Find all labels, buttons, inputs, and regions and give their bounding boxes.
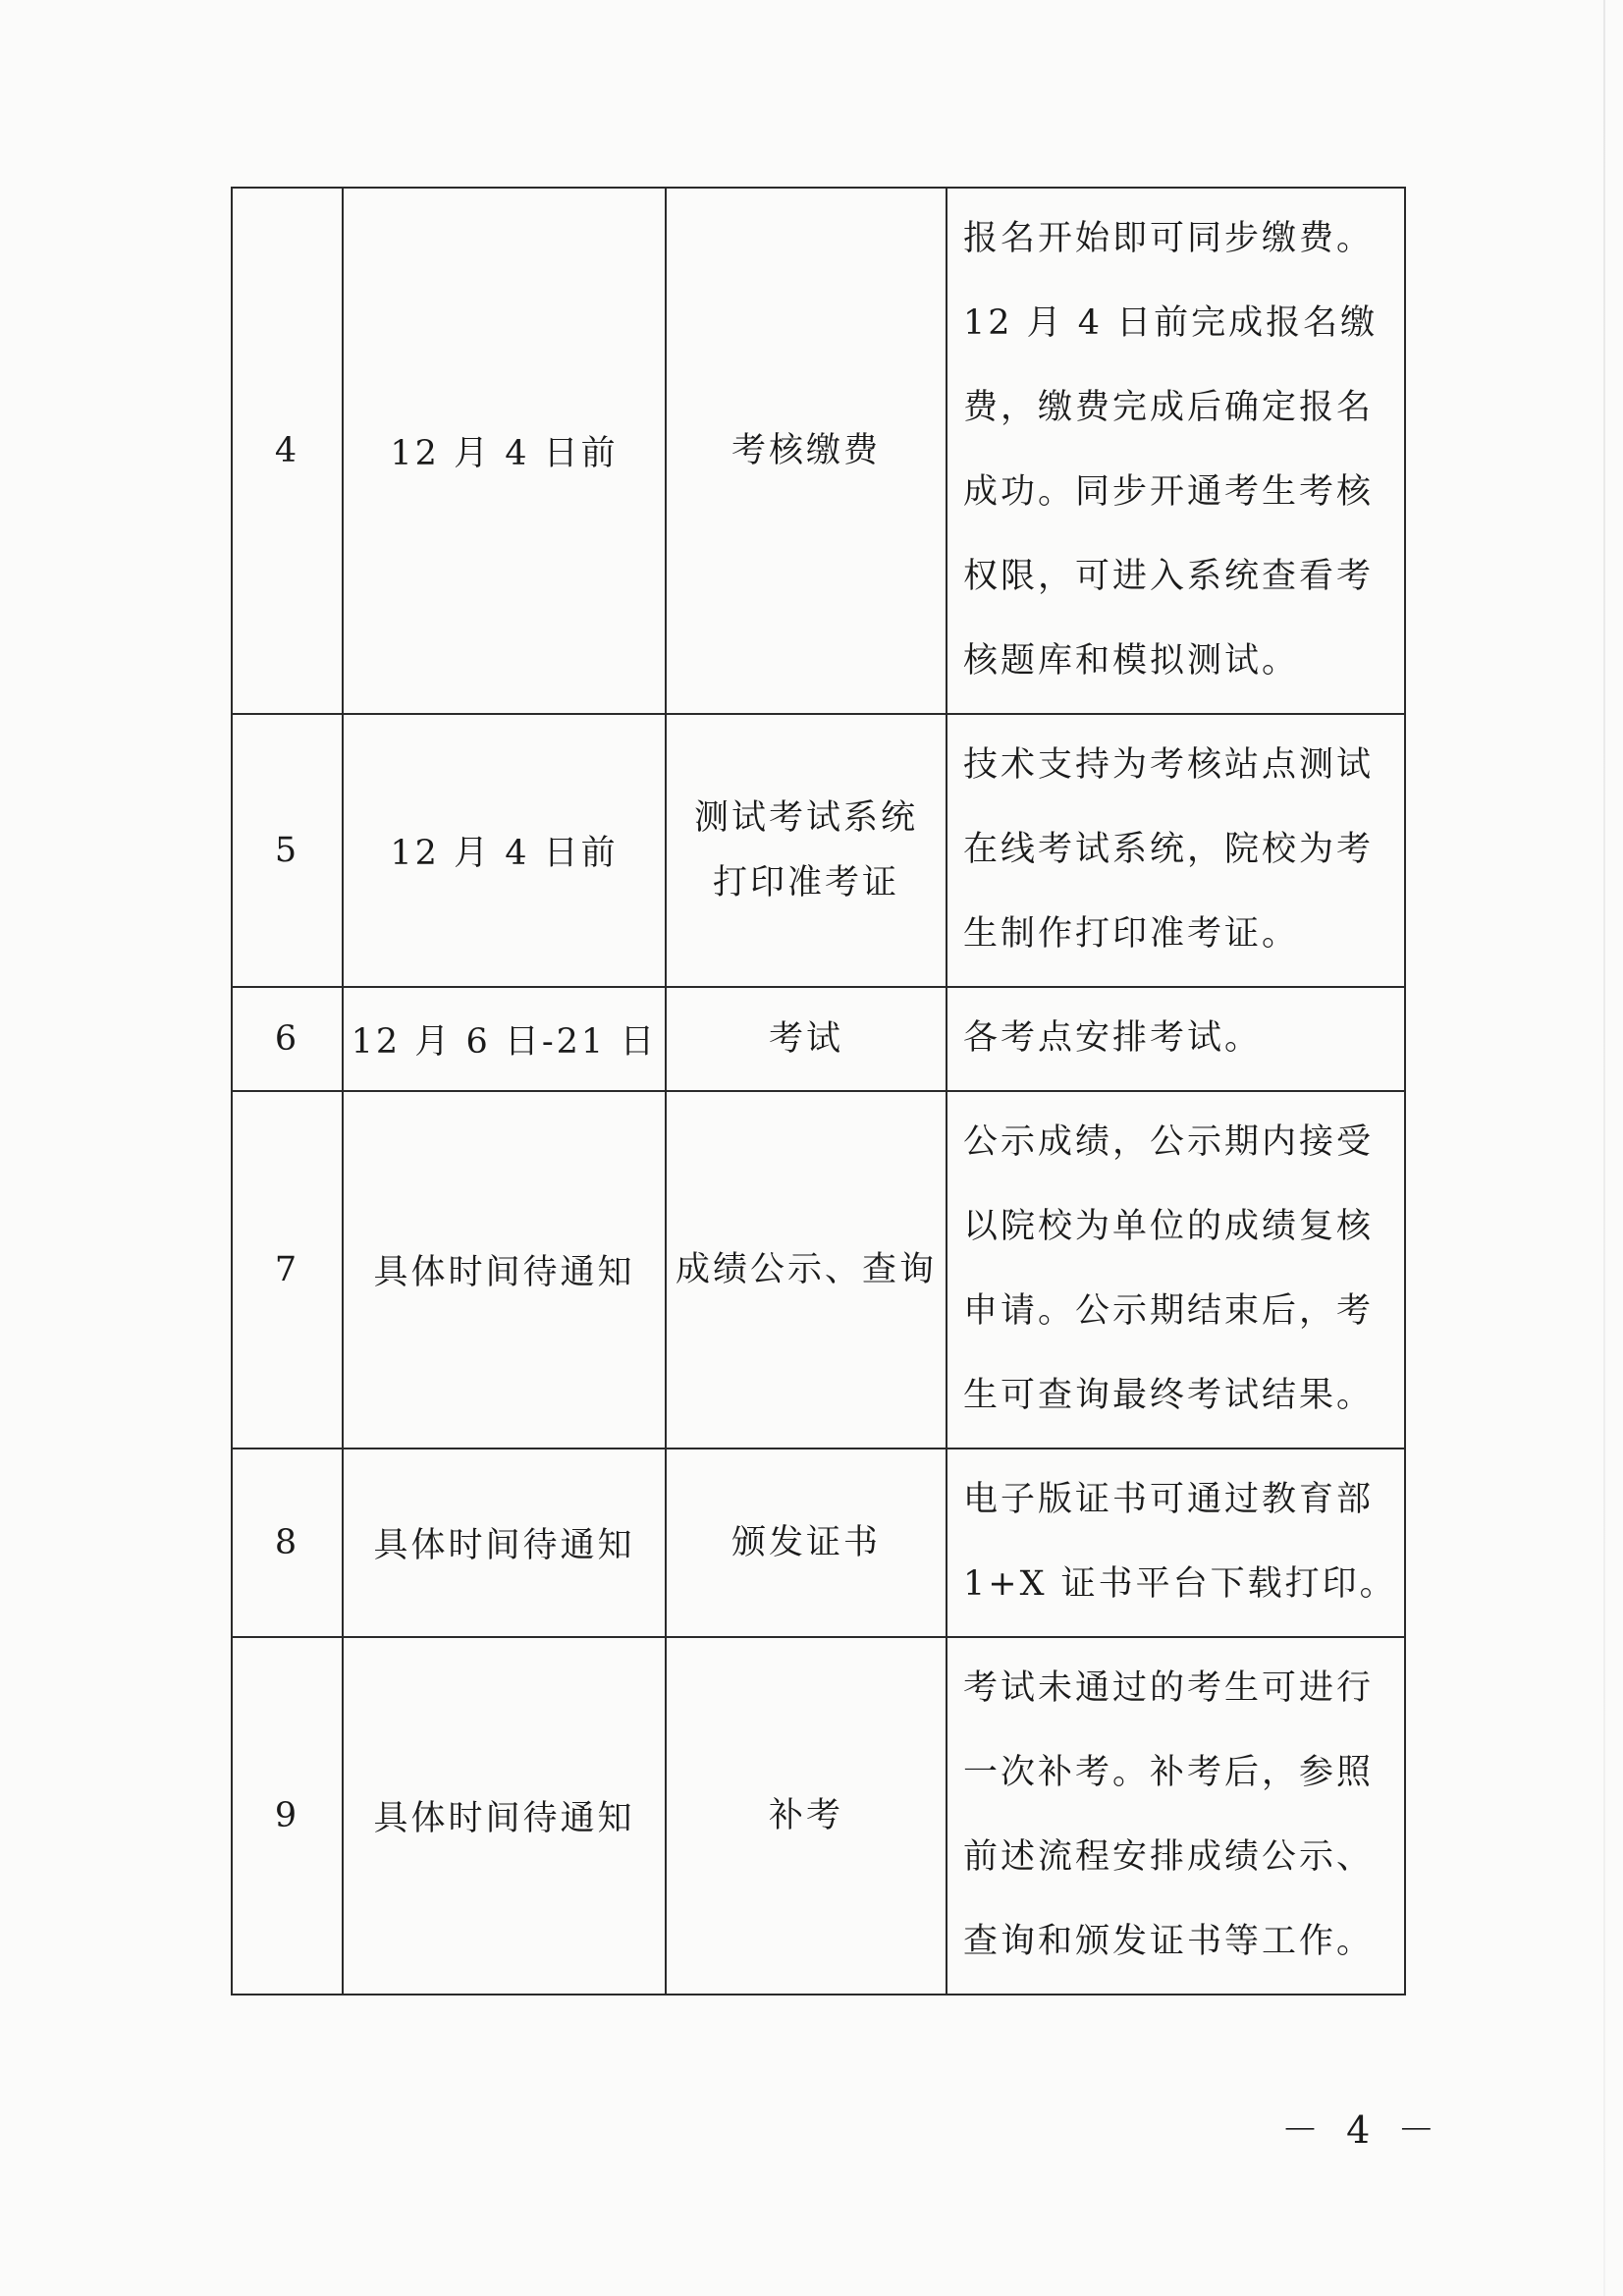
description-cell [947, 1637, 1405, 1995]
row-number-cell: 4 [232, 188, 343, 714]
table-row [232, 714, 1405, 987]
description-cell [947, 714, 1405, 987]
stage-line: 补考 [768, 1796, 843, 1835]
time-cell: 具体时间待通知 [343, 1637, 666, 1995]
description-line: 申请。公示期结束后，考 [963, 1291, 1375, 1331]
time-cell: 12 月 4 日前 [343, 188, 666, 714]
stage-cell [666, 1449, 947, 1637]
page-edge [1603, 0, 1605, 2296]
description-cell [947, 987, 1405, 1091]
time-cell: 具体时间待通知 [343, 1091, 666, 1449]
description-line: 电子版证书可通过教育部 [963, 1480, 1375, 1519]
description-line: 12 月 4 日前完成报名缴 [963, 303, 1379, 343]
table-row [232, 987, 1405, 1091]
row-number-cell: 5 [232, 714, 343, 987]
description-line: 考试未通过的考生可进行 [963, 1668, 1375, 1708]
page-number: － 4 － [1281, 2108, 1443, 2152]
description-line: 在线考试系统，院校为考 [963, 830, 1375, 869]
schedule-table-body [232, 188, 1405, 1995]
description-line: 生可查询最终考试结果。 [963, 1376, 1375, 1415]
description-line: 查询和颁发证书等工作。 [963, 1922, 1375, 1961]
description-line: 公示成绩，公示期内接受 [963, 1122, 1375, 1162]
stage-line: 打印准考证 [712, 863, 899, 902]
description-line: 生制作打印准考证。 [963, 914, 1300, 954]
table-row [232, 1637, 1405, 1995]
description-cell [947, 1449, 1405, 1637]
stage-cell [666, 188, 947, 714]
description-line: 技术支持为考核站点测试 [963, 745, 1375, 785]
row-number-cell: 9 [232, 1637, 343, 1995]
schedule-table [231, 187, 1406, 1995]
description-line: 1+X 证书平台下载打印。 [963, 1564, 1397, 1604]
description-line: 费，缴费完成后确定报名 [963, 388, 1375, 427]
description-line: 以院校为单位的成绩复核 [963, 1207, 1375, 1246]
time-cell: 12 月 6 日-21 日 [343, 987, 666, 1091]
stage-line: 成绩公示、查询 [675, 1250, 937, 1289]
time-cell: 12 月 4 日前 [343, 714, 666, 987]
description-cell [947, 1091, 1405, 1449]
time-cell: 具体时间待通知 [343, 1449, 666, 1637]
stage-cell [666, 987, 947, 1091]
table-row [232, 188, 1405, 714]
stage-cell [666, 714, 947, 987]
description-line: 核题库和模拟测试。 [963, 641, 1300, 681]
stage-cell [666, 1637, 947, 1995]
description-cell [947, 188, 1405, 714]
description-line: 成功。同步开通考生考核 [963, 472, 1375, 512]
stage-line: 测试考试系统 [693, 798, 918, 838]
description-line: 权限，可进入系统查看考 [963, 557, 1375, 596]
stage-line: 考试 [768, 1019, 843, 1059]
stage-cell [666, 1091, 947, 1449]
stage-line: 考核缴费 [730, 431, 881, 470]
table-row [232, 1449, 1405, 1637]
description-line: 前述流程安排成绩公示、 [963, 1837, 1375, 1877]
description-line: 报名开始即可同步缴费。 [963, 219, 1375, 258]
table-row [232, 1091, 1405, 1449]
row-number-cell: 6 [232, 987, 343, 1091]
description-line: 各考点安排考试。 [963, 1018, 1263, 1058]
row-number-cell: 7 [232, 1091, 343, 1449]
stage-line: 颁发证书 [730, 1523, 881, 1562]
row-number-cell: 8 [232, 1449, 343, 1637]
description-line: 一次补考。补考后，参照 [963, 1753, 1375, 1792]
